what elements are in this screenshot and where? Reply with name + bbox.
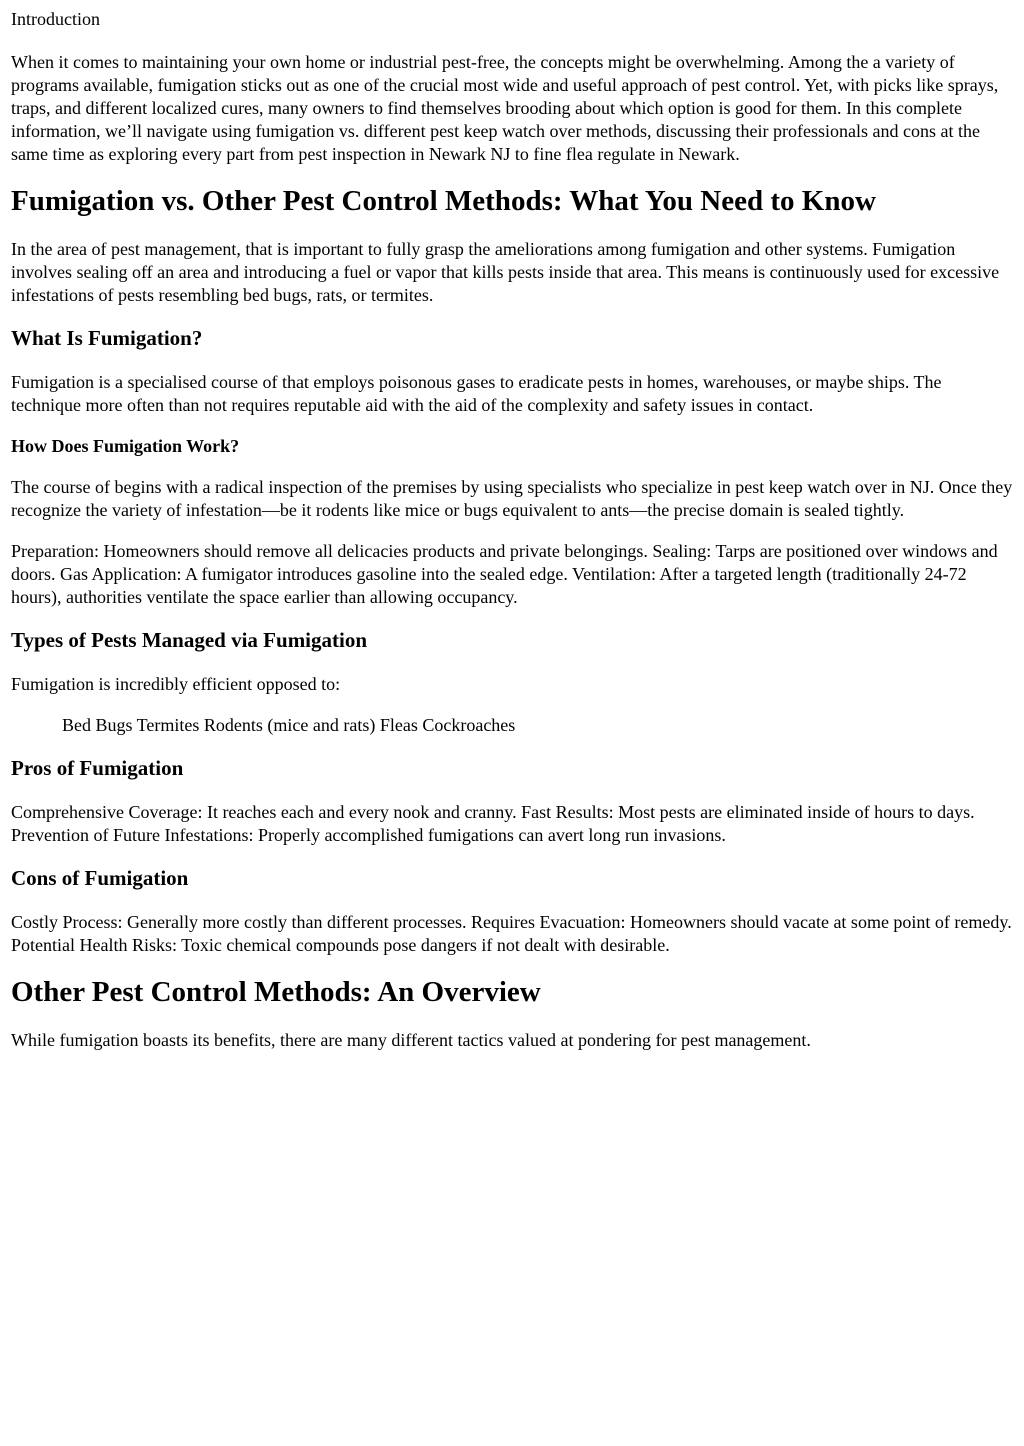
paragraph-what-is-fumigation: Fumigation is a specialised course of that employs poisonous gases to eradicate pests in homes, warehouses, or maybe ships. The technique more often than not requires reputable aid with the aid of the complexity and safety issues in contact. xyxy=(11,372,942,415)
pest-list: Bed Bugs Termites Rodents (mice and rats) Fleas Cockroaches xyxy=(62,715,516,735)
section-heading-other-methods: Other Pest Control Methods: An Overview xyxy=(11,976,541,1008)
subheading-how-does-fumigation-work: How Does Fumigation Work? xyxy=(11,436,240,456)
paragraph-types-of-pests: Fumigation is incredibly efficient opposed to: xyxy=(11,674,341,694)
paragraph-cons-of-fumigation: Costly Process: Generally more costly than different processes. Requires Evacuation: Homeowners should vacate at some point of remedy. Potential Health Risks: Toxic chemical compounds pose dangers if not dealt with desirable. xyxy=(11,912,1012,955)
subheading-cons-of-fumigation: Cons of Fumigation xyxy=(11,866,189,890)
subheading-pros-of-fumigation: Pros of Fumigation xyxy=(11,756,184,780)
intro-label: Introduction xyxy=(11,9,100,29)
paragraph-fumigation-steps: Preparation: Homeowners should remove all delicacies products and private belongings. Sealing: Tarps are positioned over windows and doors. Gas Application: A fumigator introduces gasoline into the sealed edge. Ventilation: After a targeted length (traditionally 24-72 hours), authorities ventilate the space earlier than allowing occupancy. xyxy=(11,541,998,607)
section-heading-fumigation-vs-other: Fumigation vs. Other Pest Control Methods: What You Need to Know xyxy=(11,185,876,217)
paragraph-how-does-fumigation-work: The course of begins with a radical inspection of the premises by using specialists who specialize in pest keep watch over in NJ. Once they recognize the variety of infestation—be it rodents like mice or bugs equivalent to ants—the precise domain is sealed tightly. xyxy=(11,477,1013,520)
intro-paragraph: When it comes to maintaining your own home or industrial pest-free, the concepts might be overwhelming. Among the a variety of programs available, fumigation sticks out as one of the crucial most wide and useful approach of pest control. Yet, with picks like sprays, traps, and different localized cures, many owners to find themselves brooding about which option is good for them. In this complete information, we’ll navigate using fumigation vs. different pest keep watch over methods, discussing their professionals and cons at the same time as exploring every part from pest inspection in Newark NJ to fine flea regulate in Newark. xyxy=(11,52,999,164)
section-paragraph-fumigation-vs-other: In the area of pest management, that is important to fully grasp the ameliorations among fumigation and other systems. Fumigation involves sealing off an area and introducing a fuel or vapor that kills pests inside that area. This means is continuously used for excessive infestations of pests resembling bed bugs, rats, or termites. xyxy=(11,239,1000,305)
subheading-types-of-pests: Types of Pests Managed via Fumigation xyxy=(11,628,368,652)
paragraph-pros-of-fumigation: Comprehensive Coverage: It reaches each and every nook and cranny. Fast Results: Most pests are eliminated inside of hours to days. Prevention of Future Infestations: Properly accomplished fumigations can avert long run invasions. xyxy=(11,802,975,845)
subheading-what-is-fumigation: What Is Fumigation? xyxy=(11,326,203,350)
paragraph-other-methods: While fumigation boasts its benefits, there are many different tactics valued at pondering for pest management. xyxy=(11,1030,811,1050)
